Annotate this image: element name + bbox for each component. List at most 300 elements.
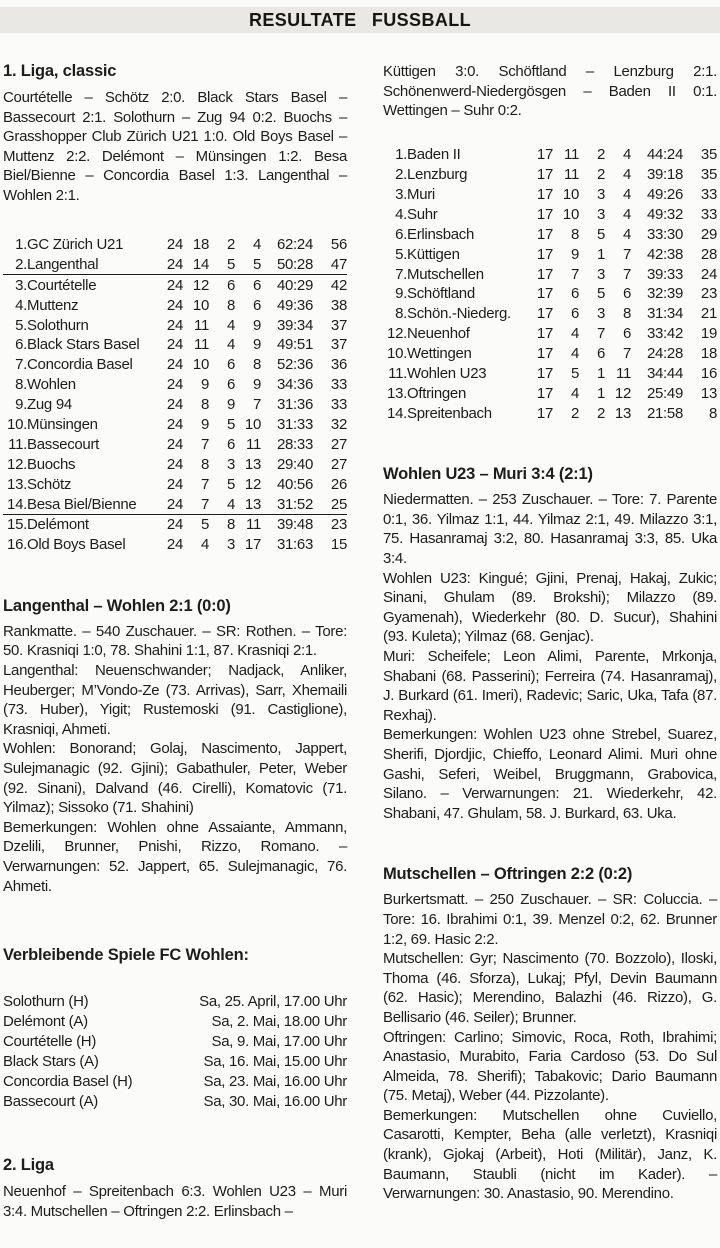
wins-cell: 8 xyxy=(200,455,209,473)
wins-cell: 10 xyxy=(562,205,579,223)
points-cell: 8 xyxy=(708,404,717,422)
rank-cell: 6. xyxy=(15,336,27,354)
team-cell: Solothurn xyxy=(27,316,89,334)
wins-cell: 4 xyxy=(200,536,209,554)
games-cell: 24 xyxy=(166,475,183,493)
games-cell: 24 xyxy=(166,516,183,534)
rank-cell: 5. xyxy=(15,316,27,334)
liga1-standings-body xyxy=(3,235,347,555)
games-cell: 17 xyxy=(536,186,553,203)
points-cell: 35 xyxy=(700,166,717,184)
games-cell: 24 xyxy=(166,296,183,314)
liga2-standings-table xyxy=(383,145,717,423)
match-report-paragraph: Wohlen: Bonorand; Golaj, Nascimento, Jappert, Sulejmanagic (92. Gjini); Gabathuler, Peter, Weber (92. Sinani), Dalvand (46. Cirelli), Komatovic (71. Yilmaz); Sissoko (71. Shahini) xyxy=(3,740,347,817)
games-cell: 17 xyxy=(536,225,553,243)
team-cell: Oftringen xyxy=(407,384,466,402)
goals-cell: 39:33 xyxy=(646,265,683,283)
wins-cell: 10 xyxy=(192,356,209,374)
losses-cell: 9 xyxy=(252,316,261,334)
rank-cell: 2. xyxy=(3,254,27,274)
draws-cell: 5 xyxy=(209,254,235,274)
goals-cell: 24:28 xyxy=(646,345,683,363)
draws-cell: 2 xyxy=(596,146,605,164)
losses-cell: 13 xyxy=(614,404,631,422)
losses-cell: 10 xyxy=(244,416,261,434)
games-cell: 24 xyxy=(166,455,183,473)
fixture-opponent: Solothurn (H) xyxy=(3,993,89,1011)
points-cell: 18 xyxy=(700,345,717,363)
match-report-paragraph: Bemerkungen: Wohlen ohne Assaiante, Ammann, Dzelili, Brunner, Pnishi, Rizzo, Romano. – Verwarnungen: 52. Jappert, 65. Sulejmanagic, 76. Ahmeti. xyxy=(3,818,347,895)
wins-cell: 7 xyxy=(200,475,209,493)
losses-cell: 7 xyxy=(622,345,631,363)
points-cell: 38 xyxy=(330,296,347,314)
losses-cell: 6 xyxy=(622,285,631,303)
liga2-standings-body xyxy=(383,145,717,423)
liga1-results-paragraph: Courtételle – Schötz 2:0. Black Stars Basel – Bassecourt 2:1. Solothurn – Zug 94 0:2. Buochs – Grasshopper Club Zürich U21 1:0. Old Boys Basel – Muttenz 2:2. Delémont – Münsingen 1:2. Besa Biel/Bienne – Concordia Basel 1:3. Langenthal – Wohlen 2:1. xyxy=(3,89,347,204)
team-cell: Spreitenbach xyxy=(407,404,492,422)
standings-row xyxy=(3,355,347,375)
wins-cell: 10 xyxy=(562,186,579,203)
games-cell: 17 xyxy=(536,325,553,343)
goals-cell: 29:40 xyxy=(276,455,313,473)
points-cell: 36 xyxy=(330,356,347,374)
standings-row xyxy=(383,224,717,244)
standings-row xyxy=(3,494,347,514)
standings-row xyxy=(383,264,717,284)
team-cell: Langenthal xyxy=(27,254,153,274)
standings-row xyxy=(383,383,717,403)
losses-cell: 4 xyxy=(622,205,631,223)
points-cell: 21 xyxy=(700,305,717,323)
team-cell: Delémont xyxy=(27,516,89,534)
standings-row xyxy=(383,185,717,205)
standings-row xyxy=(3,275,347,295)
losses-cell: 9 xyxy=(252,336,261,354)
team-cell: Muri xyxy=(407,186,435,203)
standings-row xyxy=(383,204,717,224)
draws-cell: 5 xyxy=(226,416,235,434)
losses-cell: 4 xyxy=(252,236,261,253)
rank-cell: 10. xyxy=(7,416,27,434)
fixture-datetime: Sa, 23. Mai, 16.00 Uhr xyxy=(203,1073,347,1091)
match-report-paragraph: Bemerkungen: Mutschellen ohne Cuviello, Casarotti, Kempter, Beha (alle verletzt), Krasniqi (krank), Gjokaj (Arbeit), Hoti (Militär), Janz, K. Baumann, Staubli (nicht im Kader). – Verwarnungen: 30. Anastasio, 90. Merendino. xyxy=(383,1106,717,1203)
fixture-datetime: Sa, 16. Mai, 15.00 Uhr xyxy=(203,1053,347,1071)
goals-cell: 32:39 xyxy=(646,285,683,303)
points-cell: 33 xyxy=(700,205,717,223)
rank-cell: 3. xyxy=(15,276,27,294)
rank-cell: 1. xyxy=(395,146,407,164)
fixture-datetime: Sa, 9. Mai, 17.00 Uhr xyxy=(211,1033,347,1051)
match-report-langenthal-wohlen xyxy=(3,622,347,896)
team-cell: Lenzburg xyxy=(407,166,468,184)
wins-cell: 6 xyxy=(570,305,579,323)
losses-cell: 11 xyxy=(246,435,261,453)
rank-cell: 11. xyxy=(388,365,407,383)
team-cell: Wohlen U23 xyxy=(407,365,487,383)
match-heading-mutschellen-oftringen: Mutschellen – Oftringen 2:2 (0:2) xyxy=(383,865,633,884)
goals-cell: 62:24 xyxy=(276,236,313,253)
fixture-row xyxy=(3,1092,347,1112)
standings-row xyxy=(383,165,717,185)
losses-cell: 7 xyxy=(252,396,261,414)
goals-cell: 31:52 xyxy=(261,494,313,514)
draws-cell: 4 xyxy=(226,316,235,334)
points-cell: 23 xyxy=(330,516,347,534)
points-cell: 28 xyxy=(700,245,717,263)
goals-cell: 40:56 xyxy=(276,475,313,493)
games-cell: 17 xyxy=(536,265,553,283)
fixture-datetime: Sa, 25. April, 17.00 Uhr xyxy=(199,993,347,1011)
games-cell: 24 xyxy=(166,236,183,253)
standings-row xyxy=(383,324,717,344)
losses-cell: 9 xyxy=(252,376,261,394)
points-cell: 37 xyxy=(330,336,347,354)
losses-cell: 12 xyxy=(614,384,631,402)
draws-cell: 3 xyxy=(226,536,235,554)
rank-cell: 13. xyxy=(387,384,407,402)
points-cell: 42 xyxy=(330,276,347,294)
rank-cell: 13. xyxy=(7,475,27,493)
goals-cell: 52:36 xyxy=(276,356,313,374)
draws-cell: 6 xyxy=(226,376,235,394)
games-cell: 24 xyxy=(166,435,183,453)
match-report-paragraph: Langenthal: Neuenschwander; Nadjack, Anliker, Heuberger; M’Vondo-Ze (73. Arrivas), Sarr, Xhemaili (73. Huber), Yigit; Rustemoski (91. Castiglione), Krasniqi, Ahmeti. xyxy=(3,662,347,738)
points-cell: 32 xyxy=(330,416,347,434)
games-cell: 24 xyxy=(166,376,183,394)
losses-cell: 6 xyxy=(622,325,631,343)
team-cell: Münsingen xyxy=(27,416,98,434)
draws-cell: 8 xyxy=(226,296,235,314)
wins-cell: 4 xyxy=(570,325,579,343)
standings-row xyxy=(383,284,717,304)
losses-cell: 13 xyxy=(235,494,261,514)
match-report-paragraph: Bemerkungen: Wohlen U23 ohne Strebel, Suarez, Sherifi, Djordjic, Chieffo, Leonard Alimi. Muri ohne Gashi, Seferi, Weibel, Bruggmann, Grabovica, Silano. – Verwarnungen: 21. Wiederkehr, 42. Shabani, 47. Ghulam, 58. J. Burkard, 63. Uka. xyxy=(383,726,717,822)
rank-cell: 15. xyxy=(7,516,27,534)
draws-cell: 6 xyxy=(226,356,235,374)
liga2-results-paragraph: Neuenhof – Spreitenbach 6:3. Wohlen U23 – Muri 3:4. Mutschellen – Oftringen 2:2. Erlinsbach – xyxy=(3,1183,347,1220)
masthead-band xyxy=(0,7,720,33)
match-report-paragraph: Oftringen: Carlino; Simovic, Roca, Roth, Ibrahimi; Anastasio, Murabito, Faria Cardoso (53. Do Sul Almeida, 78. Sherifi); Tabakovic; Dario Baumann (75. Metaj), Weber (44. Pizzolante). xyxy=(383,1028,717,1105)
losses-cell: 13 xyxy=(244,455,261,473)
rank-cell: 5. xyxy=(395,245,407,263)
goals-cell: 39:48 xyxy=(276,516,313,534)
losses-cell: 6 xyxy=(252,296,261,314)
games-cell: 24 xyxy=(166,356,183,374)
liga1-standings-table xyxy=(3,235,347,555)
team-cell: Wettingen xyxy=(407,345,472,363)
losses-cell: 5 xyxy=(235,254,261,274)
points-cell: 13 xyxy=(700,384,717,402)
goals-cell: 50:28 xyxy=(261,254,313,274)
points-cell: 56 xyxy=(330,236,347,253)
rank-cell: 7. xyxy=(395,265,407,283)
goals-cell: 28:33 xyxy=(276,435,313,453)
losses-cell: 11 xyxy=(616,365,631,383)
team-cell: Buochs xyxy=(27,455,76,473)
games-cell: 24 xyxy=(166,536,183,554)
goals-cell: 40:29 xyxy=(276,276,313,294)
games-cell: 17 xyxy=(536,365,553,383)
standings-row xyxy=(3,415,347,435)
wins-cell: 4 xyxy=(570,384,579,402)
draws-cell: 6 xyxy=(226,276,235,294)
games-cell: 24 xyxy=(166,396,183,414)
losses-cell: 7 xyxy=(622,245,631,263)
team-cell: Küttigen xyxy=(407,245,460,263)
points-cell: 27 xyxy=(330,455,347,473)
losses-cell: 12 xyxy=(244,475,261,493)
draws-cell: 3 xyxy=(596,305,605,323)
goals-cell: 39:18 xyxy=(646,166,683,184)
fixture-opponent: Delémont (A) xyxy=(3,1013,88,1031)
games-cell: 17 xyxy=(536,384,553,402)
losses-cell: 7 xyxy=(622,265,631,283)
rank-cell: 14. xyxy=(387,404,407,422)
points-cell: 33 xyxy=(700,186,717,203)
standings-row xyxy=(3,535,347,555)
draws-cell: 3 xyxy=(226,455,235,473)
team-cell: GC Zürich U21 xyxy=(27,236,124,253)
team-cell: Muttenz xyxy=(27,296,79,314)
draws-cell: 5 xyxy=(596,225,605,243)
games-cell: 24 xyxy=(166,276,183,294)
goals-cell: 49:26 xyxy=(646,186,683,203)
wins-cell: 7 xyxy=(200,435,209,453)
standings-row xyxy=(383,403,717,423)
draws-cell: 1 xyxy=(596,384,605,402)
losses-cell: 11 xyxy=(246,516,261,534)
fixture-datetime: Sa, 2. Mai, 18.00 Uhr xyxy=(211,1013,347,1031)
goals-cell: 34:36 xyxy=(276,376,313,394)
draws-cell: 4 xyxy=(226,336,235,354)
rank-cell: 4. xyxy=(395,205,407,223)
match-report-mutschellen-oftringen xyxy=(383,890,717,1204)
team-cell: Schöftland xyxy=(407,285,475,303)
standings-row xyxy=(3,515,347,535)
rank-cell: 2. xyxy=(395,166,407,184)
draws-cell: 5 xyxy=(596,285,605,303)
wins-cell: 2 xyxy=(570,404,579,422)
rank-cell: 9. xyxy=(395,285,407,303)
rank-cell: 8. xyxy=(395,305,407,323)
wins-cell: 11 xyxy=(564,146,579,164)
draws-cell: 5 xyxy=(226,475,235,493)
points-cell: 27 xyxy=(330,435,347,453)
draws-cell: 3 xyxy=(596,186,605,203)
games-cell: 24 xyxy=(166,336,183,354)
games-cell: 17 xyxy=(536,345,553,363)
rank-cell: 16. xyxy=(7,536,27,554)
losses-cell: 6 xyxy=(252,276,261,294)
draws-cell: 6 xyxy=(596,345,605,363)
wins-cell: 4 xyxy=(570,345,579,363)
team-cell: Courtételle xyxy=(27,276,97,294)
fixture-opponent: Black Stars (A) xyxy=(3,1053,99,1071)
article-columns xyxy=(0,33,720,1221)
games-cell: 17 xyxy=(536,245,553,263)
team-cell: Concordia Basel xyxy=(27,356,133,374)
match-report-paragraph: Wohlen U23: Kingué; Gjini, Prenaj, Hakaj, Zukic; Sinani, Ghulam (89. Brokshi); Milazzo (89. Gyamenah), Wiederkehr (80. D. Sucur), Shahini (93. Kuleta); Yilmaz (68. Genjac). xyxy=(383,569,717,646)
wins-cell: 11 xyxy=(564,166,579,184)
standings-row xyxy=(3,295,347,315)
wins-cell: 9 xyxy=(200,376,209,394)
points-cell: 35 xyxy=(700,146,717,164)
draws-cell: 3 xyxy=(596,265,605,283)
team-cell: Black Stars Basel xyxy=(27,336,140,354)
rank-cell: 4. xyxy=(15,296,27,314)
standings-row xyxy=(3,395,347,415)
losses-cell: 8 xyxy=(622,305,631,323)
team-cell: Schötz xyxy=(27,475,72,493)
goals-cell: 49:32 xyxy=(646,205,683,223)
standings-row xyxy=(3,454,347,474)
games-cell: 24 xyxy=(153,254,183,274)
goals-cell: 31:36 xyxy=(276,396,313,414)
rank-cell: 12. xyxy=(387,325,407,343)
goals-cell: 49:51 xyxy=(276,336,313,354)
draws-cell: 2 xyxy=(226,236,235,253)
draws-cell: 1 xyxy=(596,245,605,263)
wins-cell: 12 xyxy=(192,276,209,294)
fixture-opponent: Bassecourt (A) xyxy=(3,1093,98,1111)
points-cell: 47 xyxy=(313,254,347,274)
goals-cell: 31:34 xyxy=(646,305,683,323)
draws-cell: 9 xyxy=(226,396,235,414)
fixture-datetime: Sa, 30. Mai, 16.00 Uhr xyxy=(203,1093,347,1111)
team-cell: Besa Biel/Bienne xyxy=(27,494,153,514)
match-heading-langenthal-wohlen: Langenthal – Wohlen 2:1 (0:0) xyxy=(3,596,231,615)
games-cell: 17 xyxy=(536,305,553,323)
points-cell: 15 xyxy=(330,536,347,554)
fixture-row xyxy=(3,992,347,1012)
fixture-row xyxy=(3,1012,347,1032)
left-column xyxy=(3,62,347,1221)
rank-cell: 8. xyxy=(15,376,27,394)
match-report-paragraph: Niedermatten. – 253 Zuschauer. – Tore: 7. Parente 0:1, 36. Yilmaz 1:1, 44. Yilmaz 2:1, 49. Milazzo 3:1, 75. Hasanramaj 3:2, 80. Hasanramaj 3:3, 85. Uka 3:4. xyxy=(383,491,717,568)
section-heading-liga1: 1. Liga, classic xyxy=(3,62,117,80)
standings-row xyxy=(3,474,347,494)
points-cell: 29 xyxy=(700,225,717,243)
draws-cell: 3 xyxy=(596,205,605,223)
draws-cell: 6 xyxy=(226,435,235,453)
fixture-row xyxy=(3,1032,347,1052)
rank-cell: 14. xyxy=(3,494,27,514)
draws-cell: 4 xyxy=(209,494,235,514)
wins-cell: 7 xyxy=(570,265,579,283)
fixture-opponent: Courtételle (H) xyxy=(3,1033,97,1051)
games-cell: 24 xyxy=(166,316,183,334)
goals-cell: 33:42 xyxy=(646,325,683,343)
losses-cell: 4 xyxy=(622,166,631,184)
wins-cell: 5 xyxy=(570,365,579,383)
rank-cell: 3. xyxy=(395,186,407,203)
match-report-wohlenu23-muri xyxy=(383,490,717,823)
match-report-paragraph: Burkertsmatt. – 250 Zuschauer. – SR: Coluccia. – Tore: 16. Ibrahimi 0:1, 39. Menzel 0:2, 62. Brunner 1:2, 69. Hasic 2:2. xyxy=(383,891,717,948)
points-cell: 33 xyxy=(330,396,347,414)
fixtures-heading: Verbleibende Spiele FC Wohlen: xyxy=(3,946,249,965)
standings-row xyxy=(3,254,347,274)
fixtures-list xyxy=(3,992,347,1112)
fixture-row xyxy=(3,1072,347,1092)
games-cell: 17 xyxy=(536,166,553,184)
rank-cell: 10. xyxy=(387,345,407,363)
points-cell: 37 xyxy=(330,316,347,334)
team-cell: Neuenhof xyxy=(407,325,470,343)
team-cell: Zug 94 xyxy=(27,396,72,414)
wins-cell: 18 xyxy=(192,236,209,253)
rank-cell: 11. xyxy=(8,435,27,453)
games-cell: 17 xyxy=(536,146,553,164)
points-cell: 25 xyxy=(313,494,347,514)
draws-cell: 8 xyxy=(226,516,235,534)
rank-cell: 7. xyxy=(15,356,27,374)
points-cell: 23 xyxy=(700,285,717,303)
team-cell: Suhr xyxy=(407,205,438,223)
team-cell: Bassecourt xyxy=(27,435,100,453)
wins-cell: 14 xyxy=(183,254,209,274)
draws-cell: 2 xyxy=(596,404,605,422)
goals-cell: 39:34 xyxy=(276,316,313,334)
wins-cell: 5 xyxy=(200,516,209,534)
goals-cell: 31:33 xyxy=(276,416,313,434)
games-cell: 24 xyxy=(166,416,183,434)
goals-cell: 31:63 xyxy=(276,536,313,554)
team-cell: Wohlen xyxy=(27,376,76,394)
wins-cell: 9 xyxy=(200,416,209,434)
rank-cell: 1. xyxy=(15,236,27,253)
wins-cell: 6 xyxy=(570,285,579,303)
draws-cell: 7 xyxy=(596,325,605,343)
standings-row xyxy=(383,244,717,264)
match-heading-wohlenu23-muri: Wohlen U23 – Muri 3:4 (2:1) xyxy=(383,465,593,484)
points-cell: 33 xyxy=(330,376,347,394)
points-cell: 16 xyxy=(700,365,717,383)
goals-cell: 44:24 xyxy=(646,146,683,164)
wins-cell: 11 xyxy=(194,336,209,354)
rank-cell: 12. xyxy=(7,455,27,473)
wins-cell: 9 xyxy=(570,245,579,263)
match-report-paragraph: Muri: Scheifele; Leon Alimi, Parente, Mrkonja, Shabani (68. Passerini); Ferreira (74. Hasanramaj), J. Burkard (61. Imeri), Radevic; Saric, Uka, Tafa (87. Rexhaj). xyxy=(383,648,717,724)
team-cell: Baden II xyxy=(407,146,461,164)
draws-cell: 2 xyxy=(596,166,605,184)
team-cell: Mutschellen xyxy=(407,265,484,283)
games-cell: 17 xyxy=(536,404,553,422)
right-column xyxy=(383,62,717,1221)
losses-cell: 8 xyxy=(252,356,261,374)
standings-row xyxy=(3,335,347,355)
team-cell: Schön.-Niederg. xyxy=(407,305,511,323)
points-cell: 19 xyxy=(700,325,717,343)
games-cell: 17 xyxy=(536,205,553,223)
losses-cell: 4 xyxy=(622,146,631,164)
team-cell: Old Boys Basel xyxy=(27,536,126,554)
points-cell: 26 xyxy=(330,475,347,493)
points-cell: 24 xyxy=(700,265,717,283)
losses-cell: 17 xyxy=(244,536,261,554)
wins-cell: 10 xyxy=(192,296,209,314)
standings-row xyxy=(3,434,347,454)
fixture-opponent: Concordia Basel (H) xyxy=(3,1073,133,1091)
losses-cell: 4 xyxy=(622,225,631,243)
wins-cell: 11 xyxy=(194,316,209,334)
section-heading-liga2: 2. Liga xyxy=(3,1156,54,1175)
rank-cell: 6. xyxy=(395,225,407,243)
standings-row xyxy=(383,364,717,384)
games-cell: 24 xyxy=(153,494,183,514)
wins-cell: 8 xyxy=(200,396,209,414)
goals-cell: 49:36 xyxy=(276,296,313,314)
goals-cell: 21:58 xyxy=(646,404,683,422)
